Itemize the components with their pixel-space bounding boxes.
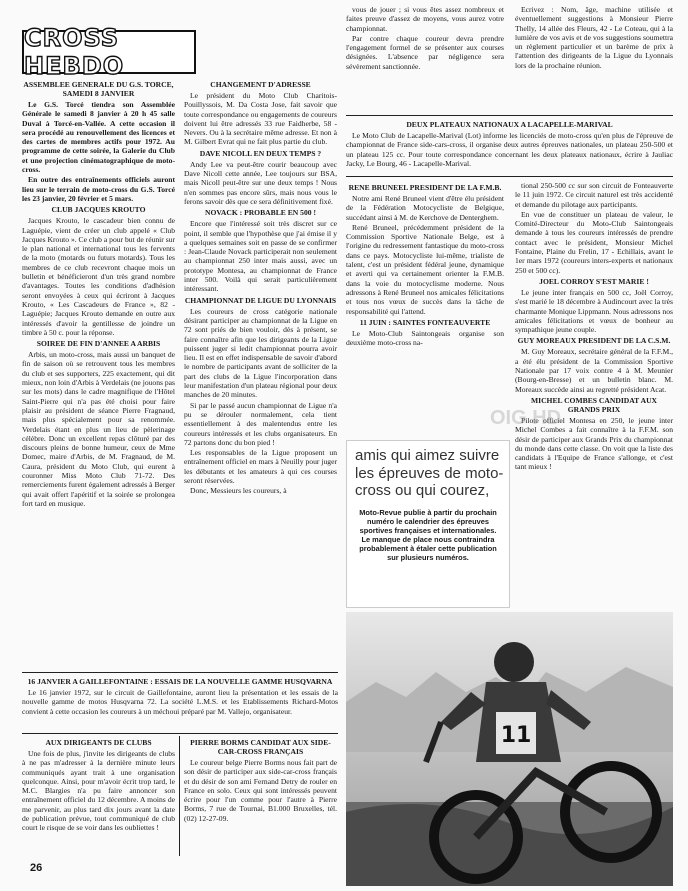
article-paragraph: Andy Lee va peut-être courir beaucoup avec Dave Nicoll cette année, Lee toujours sur BSA, mais Nicoll peut-être sur une deux temps ! Nous n'en sommes pas encore sûrs, mais nous vous le ferons savoir dès que ce sera définitivement fixé. xyxy=(184,159,337,206)
article-heading: JOEL CORROY S'EST MARIE ! xyxy=(539,276,649,286)
article-paragraph: Si par le passé aucun championnat de Ligue n'a pu se dérouler normalement, cela tient essentiellement à des malentendus entre les coureurs intéressés et les clubs organisateurs. En 72 partons donc du bon pied ! xyxy=(184,400,337,447)
article-paragraph: Le Moto-Club Saintongeais organise son deuxième moto-cross na- xyxy=(346,328,504,348)
article-paragraph: Donc, Messieurs les coureurs, à xyxy=(190,486,287,496)
article-paragraph: Le 16 janvier 1972, sur le circuit de Gaillefontaine, auront lieu la présentation et les essais de la nouvelle gamme de motos Husqvarna 72. La société L.M.S. et les Etablissements Richard-Motos convient à cette occasion les coureurs à un méchoui préparé par M. Vallejo, organisateur. xyxy=(22,688,338,716)
article-paragraph: Le coureur belge Pierre Borms nous fait part de son désir de participer aux side-car-cross français et du désir de son ami Fernand Detry de rouler en France en solo. Ceux qui sont intéressés peuvent écrire pour l'un comme pour l'autre à Pierre Borms, 7 rue de Tournai, B1.000 Bruxelles, tél. (02) 12-27-09. xyxy=(184,758,337,823)
wide-article-lacapelle xyxy=(346,118,673,169)
article-heading: 11 JUIN : SAINTES FONTEAUVERTE xyxy=(359,317,491,327)
article-heading: RENE BRUNEEL PRESIDENT DE LA F.M.B. xyxy=(348,183,502,192)
article-paragraph: Le Moto Club de Lacapelle-Marival (Lot) informe les licenciés de moto-cross qu'en plus de l'épreuve de championnat de France side-cars-cross, il organise deux autres épreuves nationales, un plateau 250-500 et un plateau 125 cc. Pour toute correspondance concernant les deux plateaux nationaux, écrire à Jauliac Jacky, Le Bourg, 46 - Lacapelle-Marival. xyxy=(346,131,673,168)
article-heading: ASSEMBLEE GENERALE DU G.S. TORCE, SAMEDI 8 JANVIER xyxy=(23,80,174,98)
article-paragraph: Arbis, un moto-cross, mais aussi un banquet de fin de saison où se retrouvent tous les membres du club et ses supporters, 225 exactement, qui dit mieux, non loin d'Arbis à Verdelais (ne jouons pas sur les mots) dans le cadre magnifique de l'Hôtel Saint-Pierre qui n'a pas été choisi pour faire plaisir au président de séance Pierre Fragnaud, mais plus spécialement pour sa renommée. Verdelais étant en plus un lieu de pèlerinage célèbre. Donc un excellent repas clôturé par des discours pleins de bonne humeur, ceux de Mme Domec, maire d'Arbis, de M. Fragnaud, de M. Caura, président du Moto Club, qui eurent à couronner Miss Moto Club 71-72. Des remerciements furent également adressés à Berger qui avait offert l'apéritif et la soirée se prolongea fort tard en musique. xyxy=(22,350,175,508)
article-paragraph: Les coureurs de cross catégorie nationale désirant participer au championnat de la Ligue en 72 sont priés de bien vouloir, dès à présent, se faire connaître afin que les dirigeants de la Ligue puissent juger si ledit championnat pourra avoir lieu. Il est en effet indispensable de savoir d'abord le nombre de participants avant de solliciter de la part des clubs de la Ligue l'incorporation dans leur manifestation d'un plateau régional pour deux manches de 20 minutes. xyxy=(184,306,337,400)
article-paragraph: Le président du Moto Club Charitois-Pouillyssois, M. Da Costa Jose, fait savoir que toute correspondance ou engagements de coureurs doivent lui être adressés 33 rue Faidherbe, 58 - Nevers. Ou à la secrétaire même adresse. Et non à M. Gilbert Evrat qui ne fait plus partie du club. xyxy=(184,91,337,147)
motocross-photo xyxy=(346,612,673,886)
article-paragraph: M. Guy Moreaux, secrétaire général de la F.F.M., a été élu président de la Commission Sportive Nationale par 17 voix contre 4 à M. Meunier (Bourg-en-Bresse) et un bulletin blanc. M. Moreaux succède ainsi au regretté président Acat. xyxy=(515,347,673,394)
column-divider xyxy=(179,736,180,856)
article-heading: CHANGEMENT D'ADRESSE xyxy=(210,80,311,89)
column-3-bruneel xyxy=(346,181,504,348)
article-paragraph: vous de jouer ; si vous êtes assez nombreux et faites preuve d'assez de moyens, vous aurez votre championnat. xyxy=(346,5,504,33)
column-1 xyxy=(22,78,175,509)
divider-line xyxy=(22,733,338,734)
article-paragraph: Le G.S. Torcé tiendra son Assemblée Générale le samedi 8 janvier à 20 h 45 salle Duval à Torcé-en-Vallée. A cette occasion il sera procédé au renouvellement des licences et des cartes de membres actifs pour 1972. Au programme de cette soirée, la Galerie du Club et une projection cinématographique de moto-cross. xyxy=(22,100,175,175)
article-heading: AUX DIRIGEANTS DE CLUBS xyxy=(45,738,152,747)
article-paragraph: Une fois de plus, j'invite les dirigeants de clubs à ne pas m'adresser à la dernière minute leurs communiqués ayant trait à une organisation quelconque. Ainsi, pour m'avoir écrit trop tard, le M.C. Blargies n'a pu faire annoncer son entraînement officiel du 12 décembre. A moins de me parvenir, au plus tard dix jours avant la date de publication prévue, tout communiqué de club court le risque de se voir dans les oubliettes ! xyxy=(22,749,175,833)
article-paragraph: Pilote officiel Montesa en 250, le jeune inter Michel Combes a fait connaître à la F.F.M. son désir de participer aux Grands Prix du championnat du monde dans cette classe. On voit que la liste des candidats à l'Equipe de France s'allonge, et c'est tant mieux ! xyxy=(515,415,673,472)
notice-body: Moto-Revue publie à partir du prochain numéro le calendrier des épreuves sportives françaises et internationales. Le manque de place nous contraindra probablement à étaler cette publication sur plusieurs numéros. xyxy=(359,507,497,562)
article-paragraph: Par contre chaque coureur devra prendre l'engagement formel de se présenter aux courses désignées. L'absence par négligence sera sévèrement sanctionnée. xyxy=(346,33,504,71)
article-paragraph: En vue de constituer un plateau de valeur, le Comité-Directeur du Moto-Club Saintongeais demande à tous les coureurs intéressés de prendre contact avec le président, Monsieur Michel Fontaine, Plaine du Frelin, 17 - Echillais, avant le 1er mars 1972 (coureurs inters-experts et nationaux 250 et 500 cc). xyxy=(515,209,673,275)
watermark-text: OIG HD xyxy=(490,407,562,429)
page-number: 26 xyxy=(30,862,43,874)
article-paragraph: René Bruneel, précédemment président de la Commission Sportive Nationale Belge, est à l'origine du redressement fantastique du moto-cross dans ce pays. Motocycliste lui-même, trialiste de talent, c'est un président fédéral jeune, dynamique et averti qui va certainement orienter la F.M.B. dans la voie du motocyclisme moderne. Nous adressons à René Bruneel nos amicales félicitations et tous nos vœux de succès dans la tâche de responsabilité qui l'attend. xyxy=(346,222,504,316)
rider-bib-number: 11 xyxy=(500,723,532,748)
article-paragraph: Ecrivez : Nom, âge, machine utilisée et éventuellement suggestions à Monsieur Pierre Thelly, 14 allée des Fleurs, 42 - Le Coteau, qui à la lumière de vos avis et de vos suggestions soumettra un règlement particulier et un barème de prix à l'attention des dirigeants de la Ligue du Lyonnais lors de la prochaine réunion. xyxy=(515,5,673,70)
wide-article-husqvarna xyxy=(22,675,338,717)
article-heading: CLUB JACQUES KROUTO xyxy=(51,205,146,215)
article-paragraph: tional 250-500 cc sur son circuit de Fonteauverte le 11 juin 1972. Ce circuit naturel est très accidenté et demande du pilotage aux participants. xyxy=(515,181,673,209)
column-4-top xyxy=(515,5,673,71)
article-paragraph: Notre ami René Bruneel vient d'être élu président de la Fédération Motocycliste de Belgique, succédant ainsi à M. de Kerchove de Denterghem. xyxy=(346,194,504,222)
rider-illustration xyxy=(346,612,673,886)
divider-line xyxy=(22,672,338,673)
article-heading: DAVE NICOLL EN DEUX TEMPS ? xyxy=(199,148,322,158)
column-3-top xyxy=(346,5,504,72)
notice-headline: amis qui aimez suivre les épreuves de moto-cross ou qui courez, xyxy=(355,447,504,499)
masthead-logo xyxy=(22,24,196,80)
article-heading: SOIREE DE FIN D'ANNEE A ARBIS xyxy=(36,339,161,349)
divider-line xyxy=(346,176,673,177)
article-paragraph: Les responsables de la Ligue proposent un entraînement officiel en mars à Neuilly pour juger les débutants et les amateurs à qui ces courses seront réservées. xyxy=(184,448,337,485)
masthead-title: CROSS HEBDO xyxy=(24,24,125,80)
column-2 xyxy=(184,78,337,497)
article-paragraph: Jacques Krouto, le cascadeur bien connu de Laguépie, vient de créer un club appelé « Club Jacques Krouto ». Ce club a pour but de réunir sur le plan national et international tous les fervents de la moto (motards ou futurs motards). Tous les membres de ce club recevront chaque mois un bulletin et bénéficieront d'un très grand nombre d'avantages. Toutes les conditions d'adhésion seront envoyées à ceux qui écriront à Jacques Krouto, « Les Cascadeurs de France », 82 - Laguépie; Jacques Krouto demande en outre aux intéressés d'avoir la gentillesse de joindre un timbre à 50 c. pour la réponse. xyxy=(22,216,175,337)
article-heading: GUY MOREAUX PRESIDENT DE LA C.S.M. xyxy=(517,336,671,346)
article-heading: PIERRE BORMS CANDIDAT AUX SIDE-CAR-CROSS FRANÇAIS xyxy=(190,738,331,756)
article-heading: CHAMPIONNAT DE LIGUE DU LYONNAIS xyxy=(184,295,337,305)
article-borms xyxy=(184,736,337,824)
moto-revue-notice xyxy=(346,440,510,608)
article-paragraph: Le jeune inter français en 500 cc, Joël Corroy, s'est marié le 18 décembre à Audincourt avec la très charmante Monique Lippmann. Nous adressons nos amicales félicitations et vœux de bonheur au sympathique jeune couple. xyxy=(515,287,673,335)
article-paragraph: En outre des entraînements officiels auront lieu sur le terrain de moto-cross du G.S. Torcé les 23 janvier, 20 février et 5 mars. xyxy=(22,175,175,203)
article-paragraph: Encore que l'intéressé soit très discret sur ce point, il semble que l'hypothèse que j'ai émise il y a quelques semaines soit en passe de se confirmer : Jean-Claude Novack participerait non seulement au championnat 250 inter mais aussi, avec un prototype Montesa, au championnat de France inter 500. Voilà qui serait particulièrement intéressant. xyxy=(184,219,337,294)
article-heading: 16 JANVIER A GAILLEFONTAINE : ESSAIS DE LA NOUVELLE GAMME HUSQVARNA xyxy=(27,677,333,686)
article-heading: DEUX PLATEAUX NATIONAUX A LACAPELLE-MARIVAL xyxy=(406,120,613,129)
article-heading: NOVACK : PROBABLE EN 500 ! xyxy=(204,208,317,218)
divider-line xyxy=(346,115,673,116)
article-heading: MICHEL COMBES CANDIDAT AUX GRANDS PRIX xyxy=(530,395,658,414)
article-dirigeants xyxy=(22,736,175,834)
